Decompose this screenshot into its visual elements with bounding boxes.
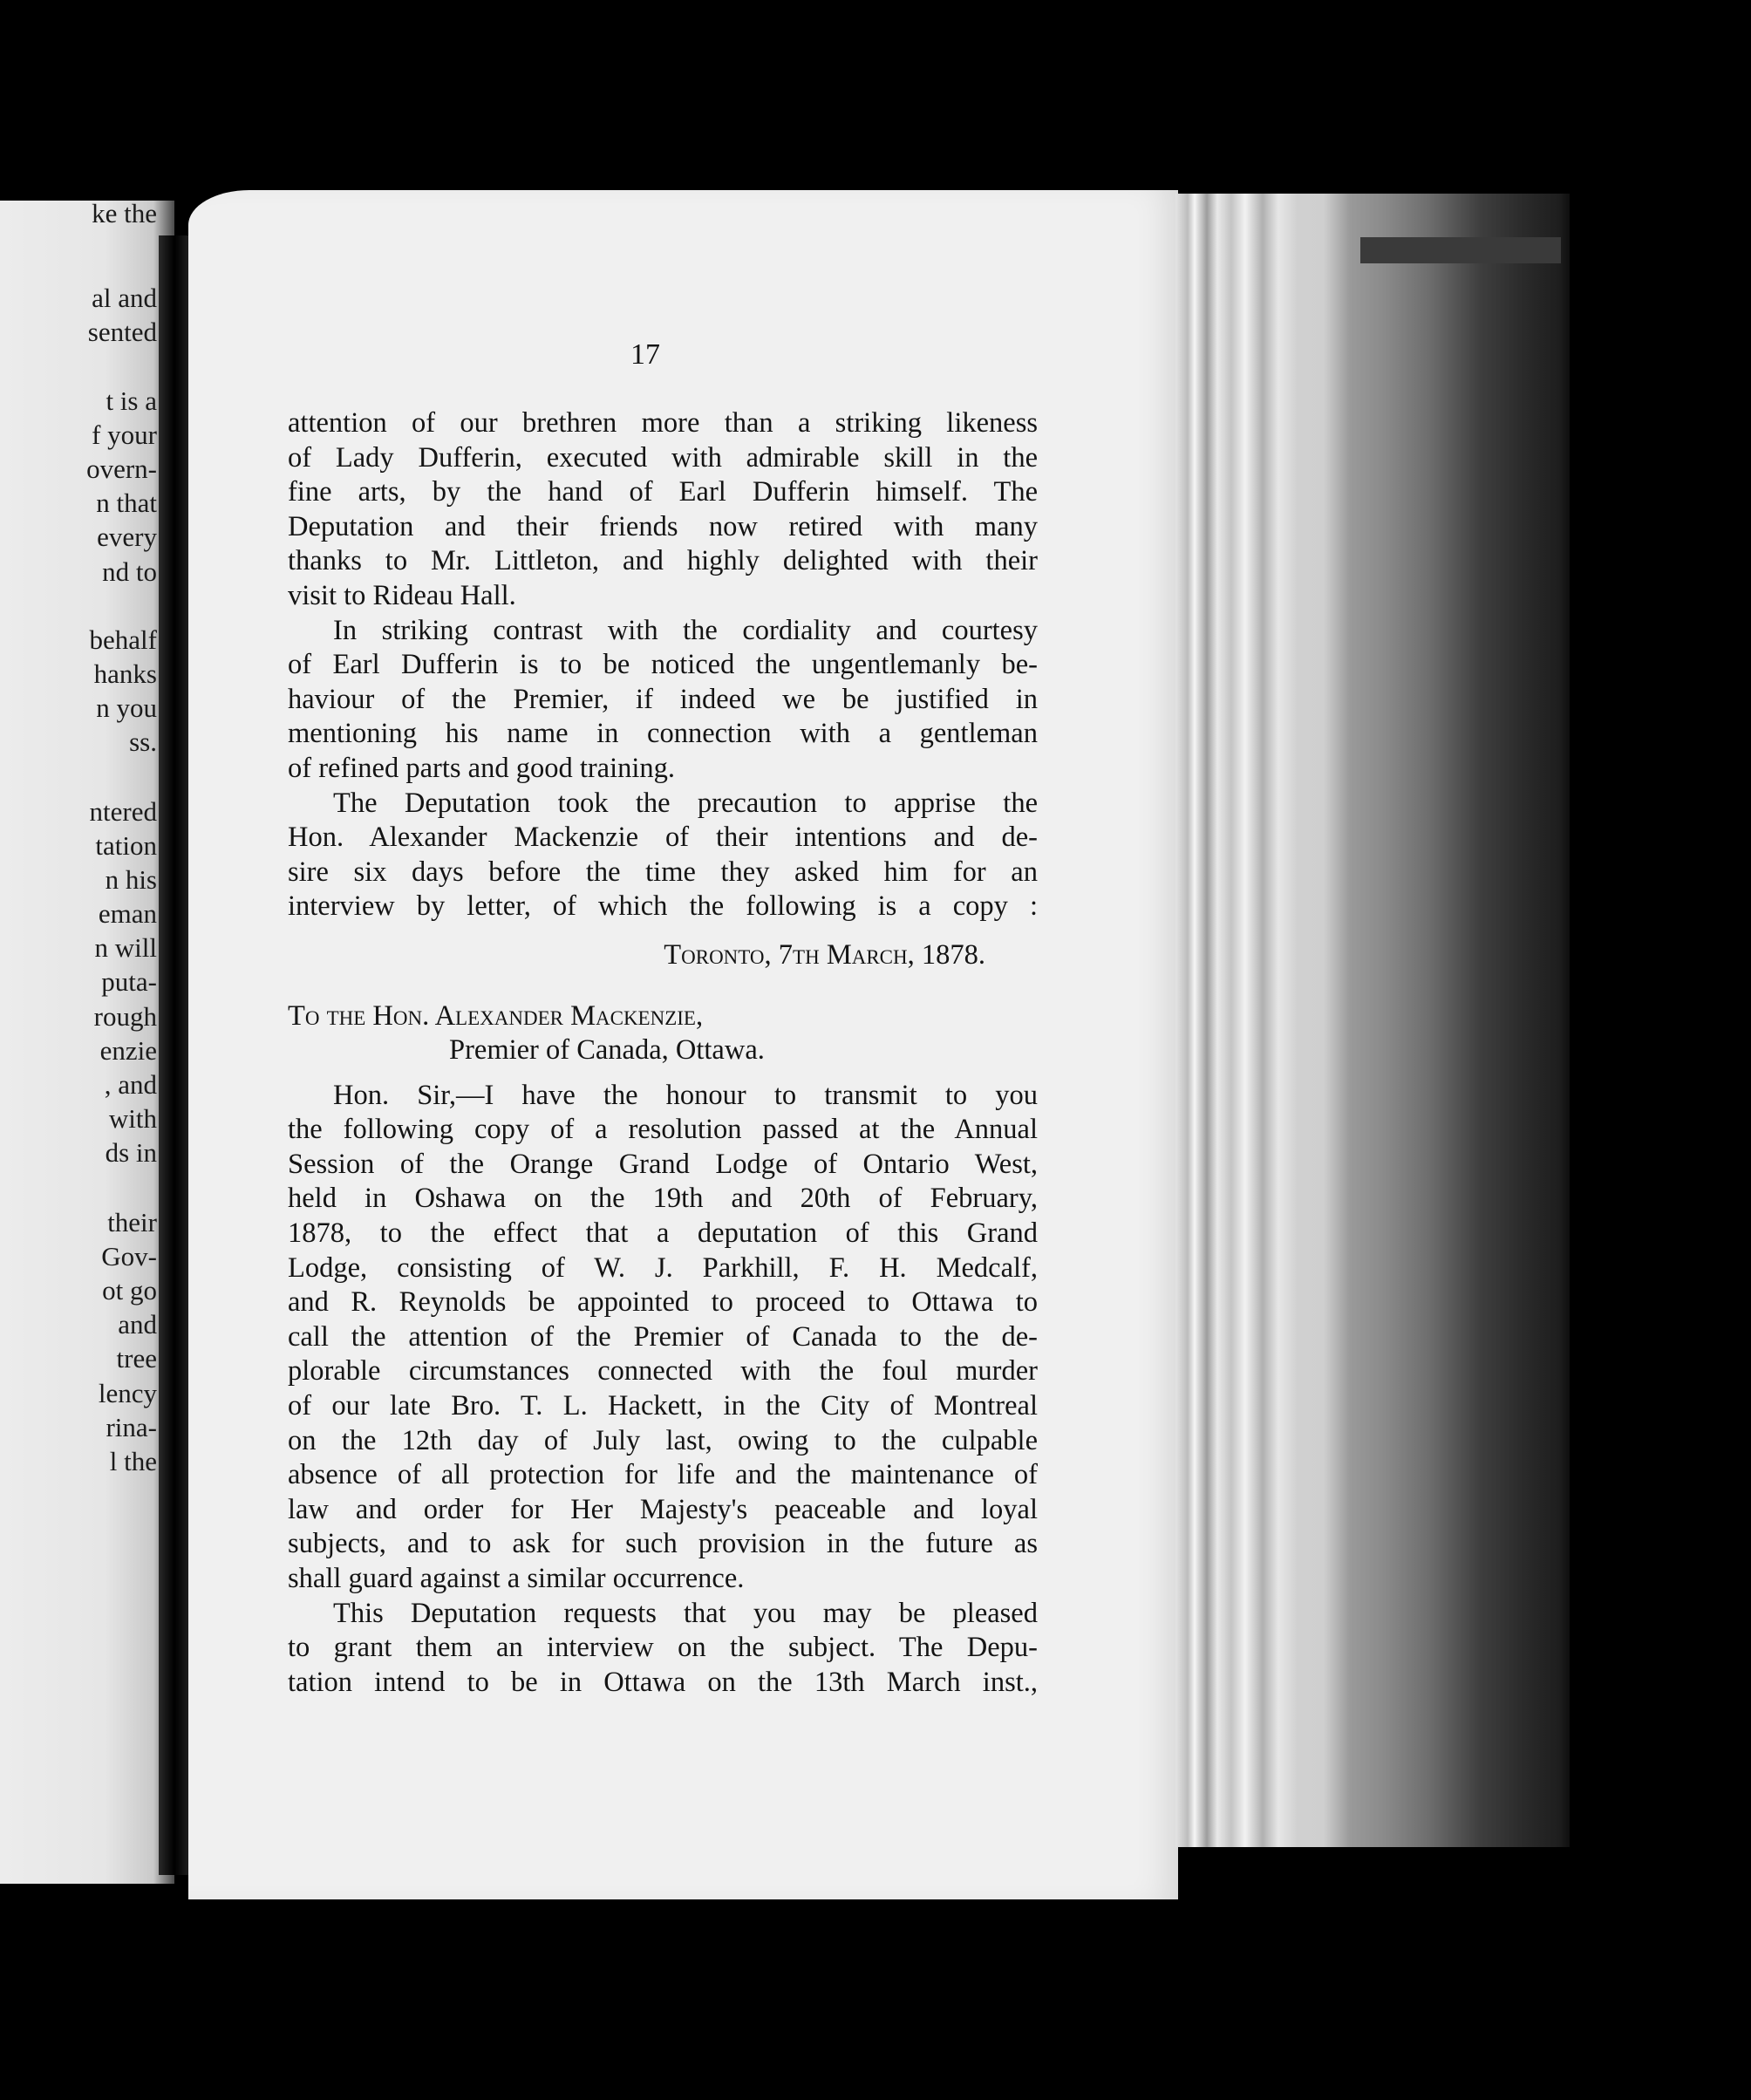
left-page-fragment: enzie	[99, 1035, 157, 1066]
left-page-fragment: every	[97, 522, 157, 552]
left-page-fragment: nd to	[102, 556, 157, 587]
left-page-fragment: their	[107, 1207, 157, 1238]
text-line: 1878, to the effect that a deputation of this Grand	[288, 1217, 1038, 1250]
text-line: Lodge, consisting of W. J. Parkhill, F. H. Medcalf,	[288, 1251, 1038, 1284]
left-page-fragment: ss.	[129, 726, 157, 757]
text-line: mentioning his name in connection with a gentleman	[288, 718, 1038, 750]
left-page-fragment: al and	[92, 283, 157, 313]
text-line: and R. Reynolds be appointed to proceed to Ottawa to	[288, 1286, 1038, 1319]
text-line: of refined parts and good training.	[288, 752, 676, 784]
left-page	[0, 201, 174, 1884]
left-page-fragment: ntered	[89, 796, 157, 827]
left-page-fragment: l the	[109, 1446, 157, 1476]
text-line: haviour of the Premier, if indeed we be justified in	[288, 683, 1038, 715]
text-line: on the 12th day of July last, owing to the culpable	[288, 1424, 1038, 1456]
left-page-fragment: tree	[116, 1343, 157, 1374]
page-edges	[1175, 194, 1570, 1847]
text-line: plorable circumstances connected with the foul murder	[288, 1355, 1038, 1388]
left-page-fragment: and	[118, 1309, 157, 1340]
left-page-fragment: tation	[95, 830, 157, 861]
left-page-fragment: lency	[98, 1378, 157, 1408]
paragraph-5	[288, 1597, 1038, 1701]
left-page-fragment: rough	[93, 1001, 157, 1032]
left-page-fragment: n his	[105, 864, 157, 895]
left-page-fragment: sented	[87, 317, 157, 347]
text-line: subjects, and to ask for such provision in the future as	[288, 1528, 1038, 1560]
paragraph-1	[288, 406, 1038, 614]
paragraph-4	[288, 1079, 1038, 1597]
left-page-fragment: n that	[96, 488, 157, 518]
letter-address-line-1: To the Hon. Alexander Mackenzie,	[288, 999, 704, 1032]
text-line: of our late Bro. T. L. Hackett, in the City of Montreal	[288, 1390, 1038, 1422]
text-line: Session of the Orange Grand Lodge of Ontario West,	[288, 1148, 1038, 1180]
left-page-fragment: with	[108, 1103, 157, 1134]
text-line: call the attention of the Premier of Canada to the de-	[288, 1320, 1038, 1353]
text-line: This Deputation requests that you may be pleased	[333, 1597, 1038, 1629]
left-page-fragment: ke the	[92, 201, 157, 228]
text-line: law and order for Her Majesty's peaceable and loyal	[288, 1493, 1038, 1525]
text-line: of Lady Dufferin, executed with admirable skill in the	[288, 441, 1038, 474]
text-line: Deputation and their friends now retired with many	[288, 510, 1038, 542]
text-line: visit to Rideau Hall.	[288, 579, 516, 611]
text-line: sire six days before the time they asked him for an	[288, 856, 1038, 888]
left-page-fragment: f your	[92, 419, 157, 450]
left-page-fragment: hanks	[93, 658, 157, 689]
left-page-fragment: puta-	[101, 966, 157, 997]
text-line: The Deputation took the precaution to apprise the	[333, 787, 1038, 819]
page-number: 17	[630, 338, 660, 371]
text-line: absence of all protection for life and the maintenance of	[288, 1459, 1038, 1491]
left-page-fragment: t is a	[106, 385, 157, 416]
left-page-fragment: overn-	[86, 453, 157, 484]
text-line: shall guard against a similar occurrence.	[288, 1563, 745, 1594]
text-line: held in Oshawa on the 19th and 20th of February,	[288, 1183, 1038, 1215]
text-line: Hon. Alexander Mackenzie of their intentions and de-	[288, 822, 1038, 854]
paragraph-3	[288, 787, 1038, 924]
text-line: attention of our brethren more than a striking likeness	[288, 407, 1038, 439]
text-line: tation intend to be in Ottawa on the 13th March inst.,	[288, 1666, 1038, 1698]
left-page-fragment: behalf	[89, 624, 157, 655]
left-page-fragment: eman	[98, 898, 157, 929]
left-page-fragment: ds in	[105, 1137, 157, 1168]
letter-date: Toronto, 7th March, 1878.	[664, 938, 985, 971]
text-line: of Earl Dufferin is to be noticed the ungentlemanly be-	[288, 649, 1038, 681]
page-body	[288, 340, 1038, 1700]
text-line: to grant them an interview on the subject. The Depu-	[288, 1632, 1038, 1664]
text-line: thanks to Mr. Littleton, and highly delighted with their	[288, 545, 1038, 577]
left-page-fragment: ot go	[102, 1275, 157, 1306]
text-line: the following copy of a resolution passed at the Annual	[288, 1114, 1038, 1146]
page-edges-top	[1360, 237, 1561, 263]
left-page-fragment: rina-	[106, 1412, 157, 1442]
left-page-fragment: n will	[94, 932, 157, 963]
paragraph-2	[288, 614, 1038, 787]
text-line: fine arts, by the hand of Earl Dufferin himself. The	[288, 476, 1038, 508]
text-line: In striking contrast with the cordiality and courtesy	[333, 614, 1038, 646]
book-gutter	[159, 235, 190, 1875]
letter-address-line-2: Premier of Canada, Ottawa.	[449, 1034, 765, 1067]
left-page-fragment: , and	[104, 1069, 157, 1100]
text-line: interview by letter, of which the following is a copy :	[288, 890, 1038, 923]
text-line: Hon. Sir,—I have the honour to transmit to you	[333, 1079, 1038, 1111]
left-page-fragment: n you	[96, 692, 157, 723]
left-page-fragment: Gov-	[101, 1241, 157, 1272]
